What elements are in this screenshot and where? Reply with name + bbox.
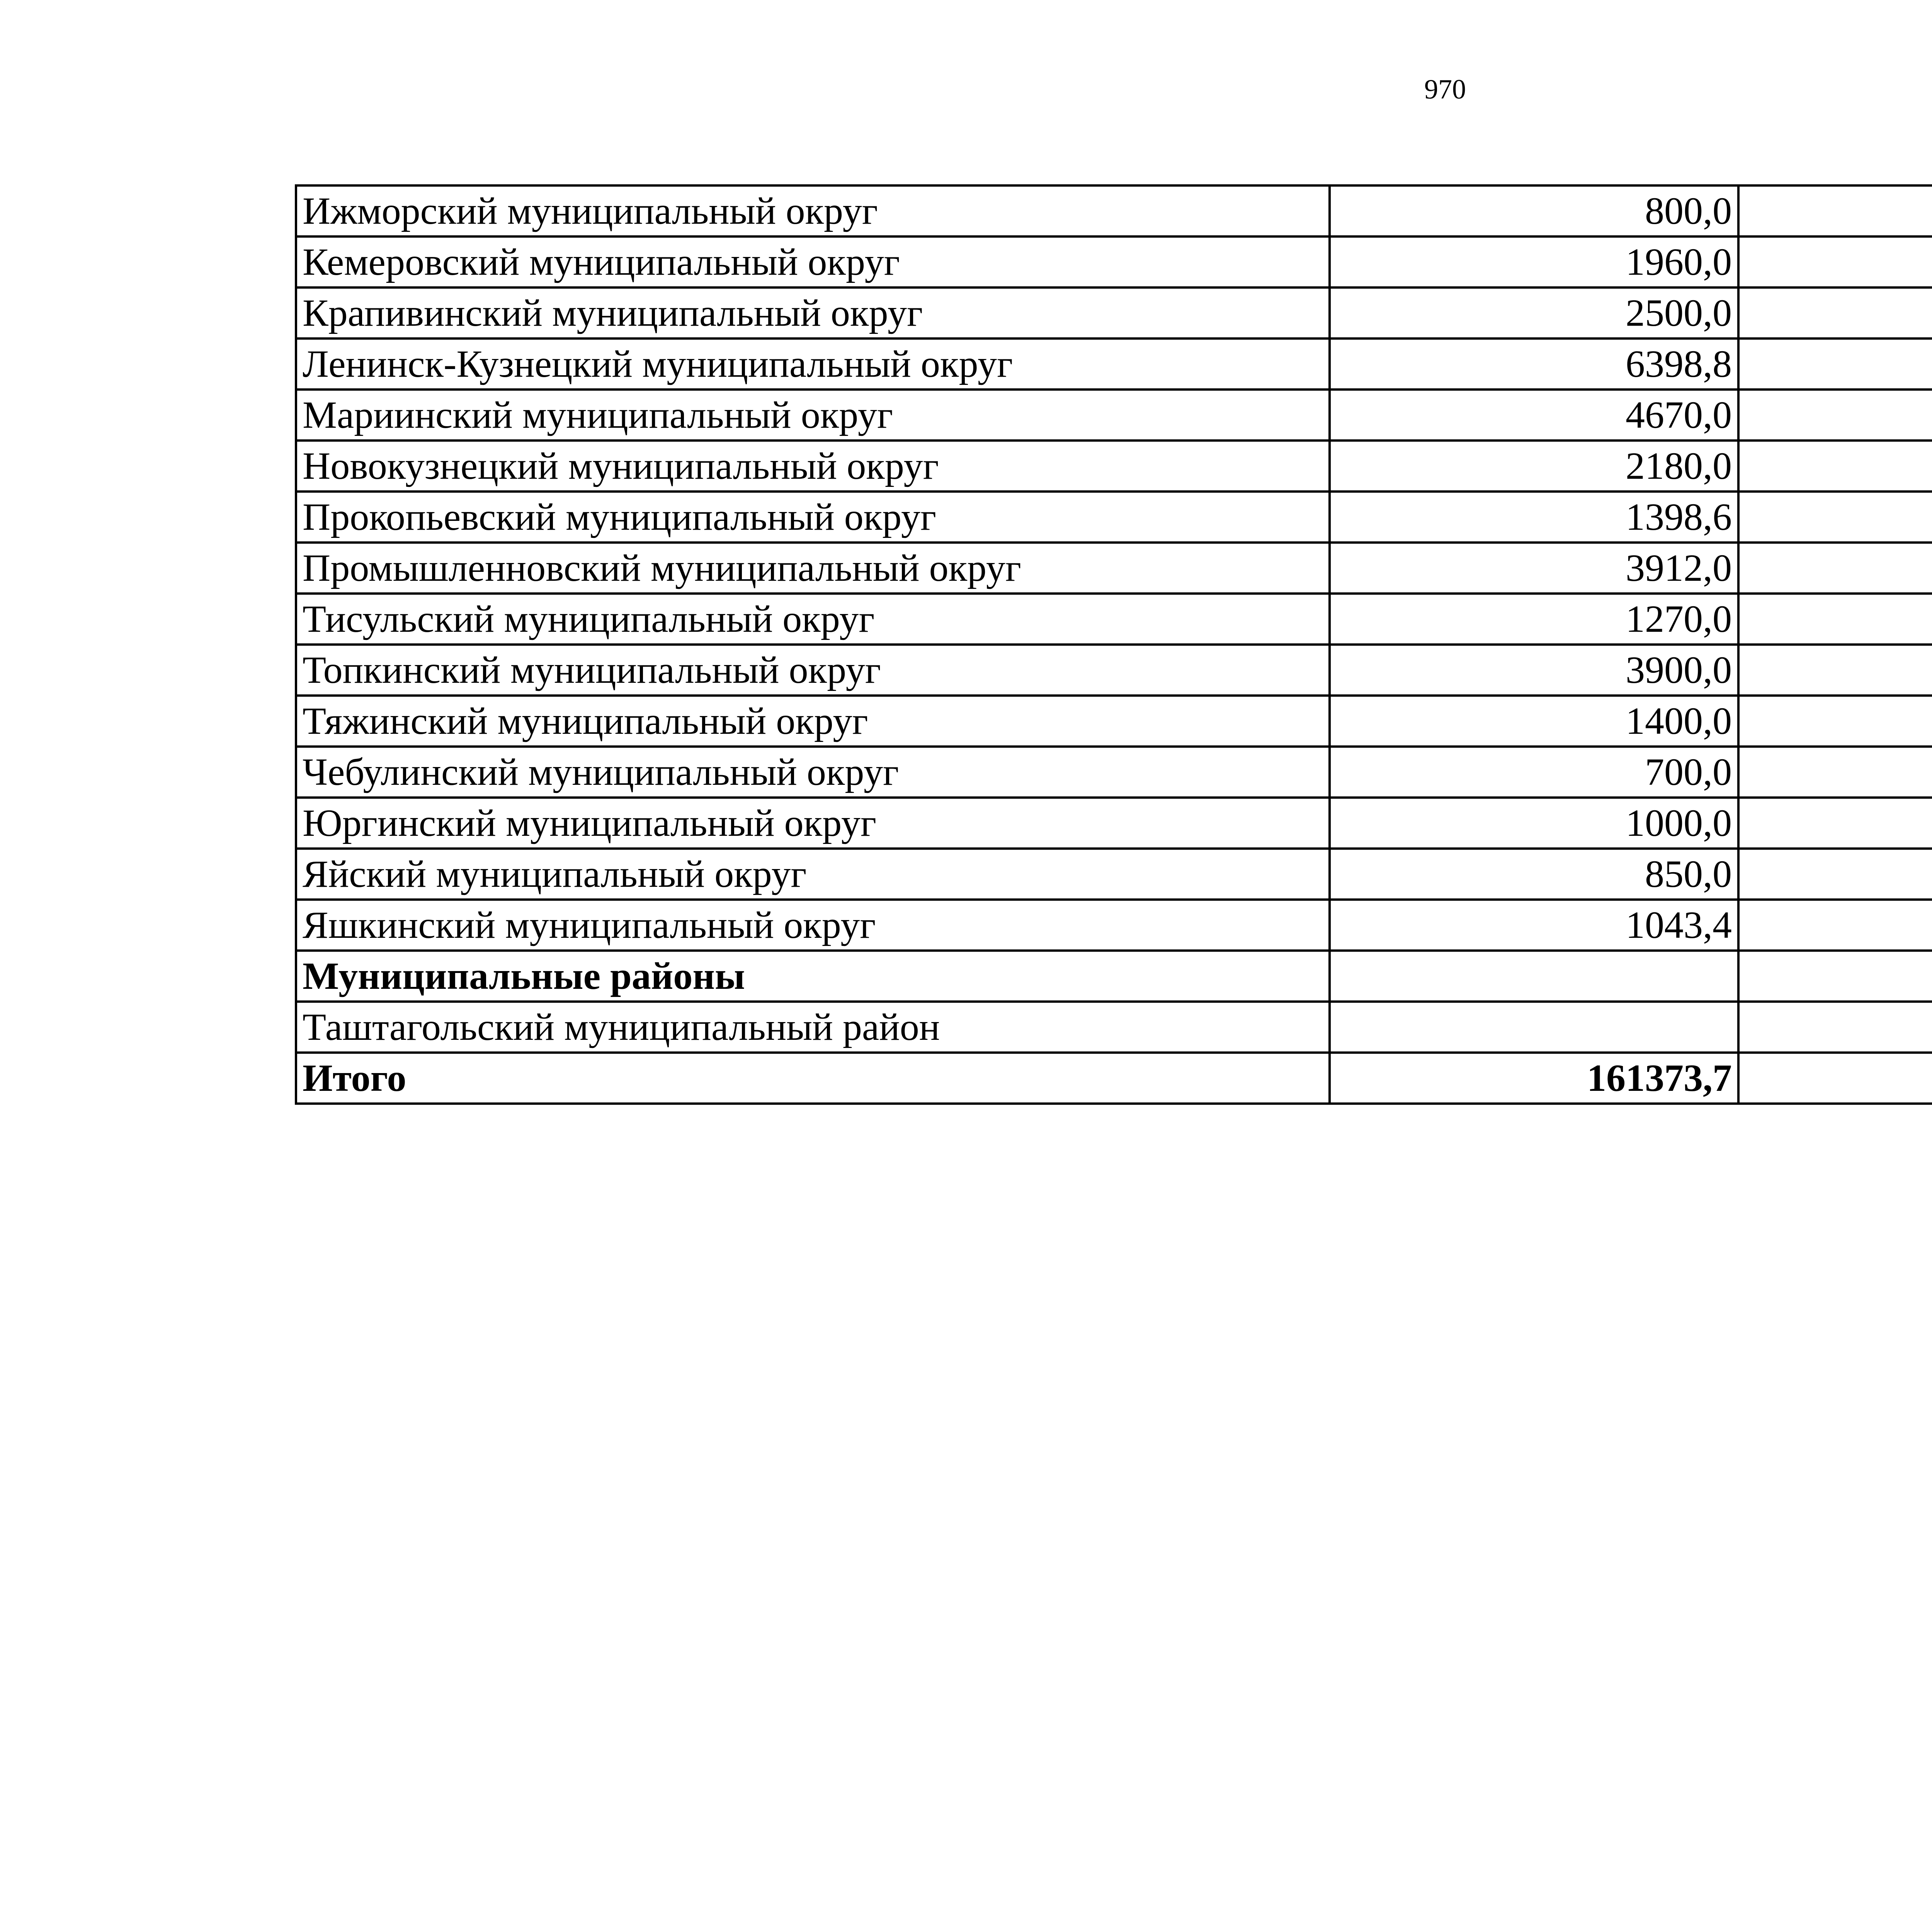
- table-row-summary: [296, 951, 1932, 1002]
- value-col1-cell: 2500,0: [1330, 287, 1738, 338]
- district-name-cell: Таштагольский муниципальный район: [296, 1002, 1330, 1053]
- value-col2-cell: [1738, 338, 1932, 390]
- table-row: [296, 900, 1932, 951]
- value-col1-cell: [1330, 951, 1738, 1002]
- value-col1-cell: 1398,6: [1330, 492, 1738, 543]
- district-name-cell: Яйский муниципальный округ: [296, 849, 1330, 900]
- value-col1-cell: 1043,4: [1330, 900, 1738, 951]
- district-name-cell: Яшкинский муниципальный округ: [296, 900, 1330, 951]
- district-name-cell: Ижморский муниципальный округ: [296, 185, 1330, 236]
- table-row: [296, 441, 1932, 492]
- table-row: [296, 594, 1932, 645]
- value-col2-cell: [1738, 185, 1932, 236]
- value-col2-cell: [1738, 849, 1932, 900]
- district-name-cell: Промышленновский муниципальный округ: [296, 543, 1330, 594]
- value-col2-cell: [1738, 900, 1932, 951]
- district-name-cell: Кемеровский муниципальный округ: [296, 236, 1330, 287]
- district-name-cell: Юргинский муниципальный округ: [296, 798, 1330, 849]
- data-table: [295, 184, 1932, 1105]
- district-name-cell: Новокузнецкий муниципальный округ: [296, 441, 1330, 492]
- value-col1-cell: [1330, 1002, 1738, 1053]
- value-col1-cell: 1960,0: [1330, 236, 1738, 287]
- value-col1-cell: 3912,0: [1330, 543, 1738, 594]
- value-col1-cell: 700,0: [1330, 747, 1738, 798]
- table-row: [296, 492, 1932, 543]
- value-col2-cell: [1738, 645, 1932, 696]
- district-name-cell: Чебулинский муниципальный округ: [296, 747, 1330, 798]
- district-name-cell: Прокопьевский муниципальный округ: [296, 492, 1330, 543]
- table-body: [296, 185, 1932, 1104]
- district-name-cell: Крапивинский муниципальный округ: [296, 287, 1330, 338]
- value-col1-cell: 850,0: [1330, 849, 1738, 900]
- page-number: 970: [1424, 74, 1466, 105]
- value-col2-cell: [1738, 543, 1932, 594]
- table-row: [296, 287, 1932, 338]
- value-col2-cell: [1738, 287, 1932, 338]
- value-col2-cell: [1738, 390, 1932, 441]
- value-col1-cell: 1270,0: [1330, 594, 1738, 645]
- value-col2-cell: [1738, 696, 1932, 747]
- value-col2-cell: [1738, 951, 1932, 1002]
- table-row: [296, 849, 1932, 900]
- table-row: [296, 696, 1932, 747]
- value-col1-cell: 2180,0: [1330, 441, 1738, 492]
- value-col1-cell: 1400,0: [1330, 696, 1738, 747]
- value-col2-cell: [1738, 441, 1932, 492]
- value-col1-cell: 1000,0: [1330, 798, 1738, 849]
- value-col1-cell: 6398,8: [1330, 338, 1738, 390]
- value-col1-cell: 3900,0: [1330, 645, 1738, 696]
- district-name-cell: Муниципальные районы: [296, 951, 1330, 1002]
- value-col2-cell: [1738, 1002, 1932, 1053]
- table-row: [296, 185, 1932, 236]
- table-row: [296, 543, 1932, 594]
- table-row-summary: [296, 1053, 1932, 1104]
- district-name-cell: Тисульский муниципальный округ: [296, 594, 1330, 645]
- table-row: [296, 236, 1932, 287]
- table-row: [296, 747, 1932, 798]
- value-col1-cell: 161373,7: [1330, 1053, 1738, 1104]
- district-name-cell: Ленинск-Кузнецкий муниципальный округ: [296, 338, 1330, 390]
- table-row: [296, 798, 1932, 849]
- value-col2-cell: [1738, 236, 1932, 287]
- district-name-cell: Мариинский муниципальный округ: [296, 390, 1330, 441]
- table-row: [296, 1002, 1932, 1053]
- district-name-cell: Топкинский муниципальный округ: [296, 645, 1330, 696]
- district-name-cell: Тяжинский муниципальный округ: [296, 696, 1330, 747]
- district-name-cell: Итого: [296, 1053, 1330, 1104]
- value-col2-cell: [1738, 747, 1932, 798]
- value-col2-cell: [1738, 1053, 1932, 1104]
- value-col2-cell: [1738, 492, 1932, 543]
- table-row: [296, 645, 1932, 696]
- value-col2-cell: [1738, 594, 1932, 645]
- table-row: [296, 338, 1932, 390]
- value-col1-cell: 4670,0: [1330, 390, 1738, 441]
- table-row: [296, 390, 1932, 441]
- value-col1-cell: 800,0: [1330, 185, 1738, 236]
- value-col2-cell: [1738, 798, 1932, 849]
